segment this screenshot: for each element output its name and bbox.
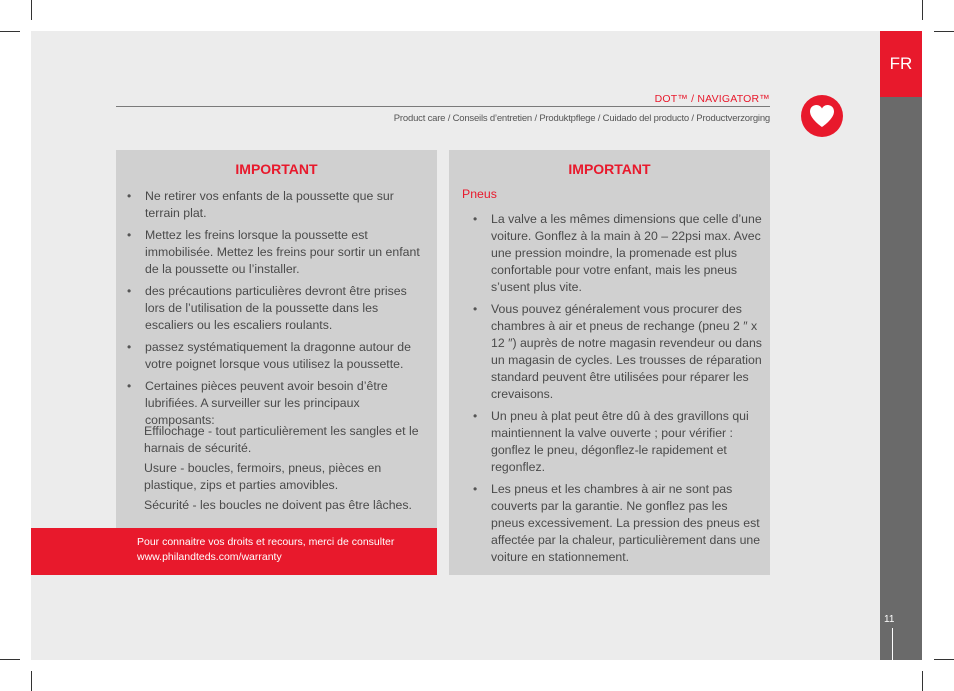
header-divider	[116, 106, 770, 107]
crop-mark	[31, 0, 32, 20]
sub-item-securite: Sécurité - les boucles ne doivent pas être lâches.	[144, 498, 412, 512]
heart-logo	[801, 95, 843, 137]
list-item: • Vous pouvez généralement vous procurer des chambres à air et pneus de rechange (pneu 2 ″ x 12 ″) auprès de notre magasin revendeur ou dans un magasin de cycles. Les trousses de réparation standard peuvent être utilisées pour réparer les crevaisons.	[462, 301, 762, 403]
list-item: • Ne retirer vos enfants de la poussette que sur terrain plat.	[116, 188, 428, 222]
warranty-banner	[31, 528, 437, 575]
language-tab: FR	[880, 31, 922, 97]
list-item: • passez systématiquement la dragonne autour de votre poignet lorsque vous utilisez la poussette.	[116, 339, 428, 373]
crop-mark	[0, 659, 20, 660]
header-title: DOT™ / NAVIGATOR™	[654, 93, 770, 105]
crop-mark	[922, 671, 923, 691]
sub-item-usure: Usure - boucles, fermoirs, pneus, pièces en plastique, zips et parties amovibles.	[144, 461, 382, 492]
list-item: • Un pneu à plat peut être dû à des gravillons qui maintiennent la valve ouverte ; pour vérifier : gonflez le pneu, dégonflez-le rapidement et regonflez.	[462, 408, 762, 476]
right-important-panel	[449, 150, 770, 575]
warranty-link[interactable]: www.philandteds.com/warranty	[137, 551, 282, 563]
list-item: • Certaines pièces peuvent avoir besoin d’être lubrifiées. A surveiller sur les principaux composants:	[116, 378, 428, 429]
header-subtitle: Product care / Conseils d’entretien / Produktpflege / Cuidado del producto / Productverzorging	[393, 113, 770, 124]
left-important-panel	[116, 150, 437, 575]
section-heading-pneus: Pneus	[462, 187, 497, 201]
page-number-rule	[892, 628, 893, 660]
list-item: • Mettez les freins lorsque la poussette est immobilisée. Mettez les freins pour sortir un enfant de la poussette ou l’installer.	[116, 227, 428, 278]
left-bullet-list	[116, 188, 428, 434]
sidebar-strip	[880, 31, 922, 660]
warranty-line: Pour connaitre vos droits et recours, merci de consulter	[137, 536, 395, 548]
crop-mark	[934, 659, 954, 660]
list-item: • La valve a les mêmes dimensions que celle d’une voiture. Gonflez à la main à 20 – 22psi max. Avec une pression moindre, la promenade est plus confortable pour votre enfant, mais les pneus s’usent plus vite.	[462, 211, 762, 296]
panel-title: IMPORTANT	[568, 161, 651, 177]
list-item: • des précautions particulières devront être prises lors de l’utilisation de la poussette dans les escaliers ou les escaliers roulants.	[116, 283, 428, 334]
warranty-text	[137, 535, 437, 565]
crop-mark	[31, 671, 32, 691]
list-item: • Les pneus et les chambres à air ne sont pas couverts par la garantie. Ne gonflez pas les pneus excessivement. La pression des pneus est affectée par la chaleur, particulièrement dans une voiture en stationnement.	[462, 481, 762, 566]
page-number: 11	[884, 614, 895, 625]
crop-mark	[922, 0, 923, 20]
panel-title: IMPORTANT	[235, 161, 318, 177]
crop-mark	[934, 31, 954, 32]
right-bullet-list	[462, 211, 762, 571]
sub-item-effilochage: Effilochage - tout particulièrement les sangles et le harnais de sécurité.	[144, 424, 419, 455]
heart-icon	[809, 104, 835, 128]
crop-mark	[0, 31, 20, 32]
